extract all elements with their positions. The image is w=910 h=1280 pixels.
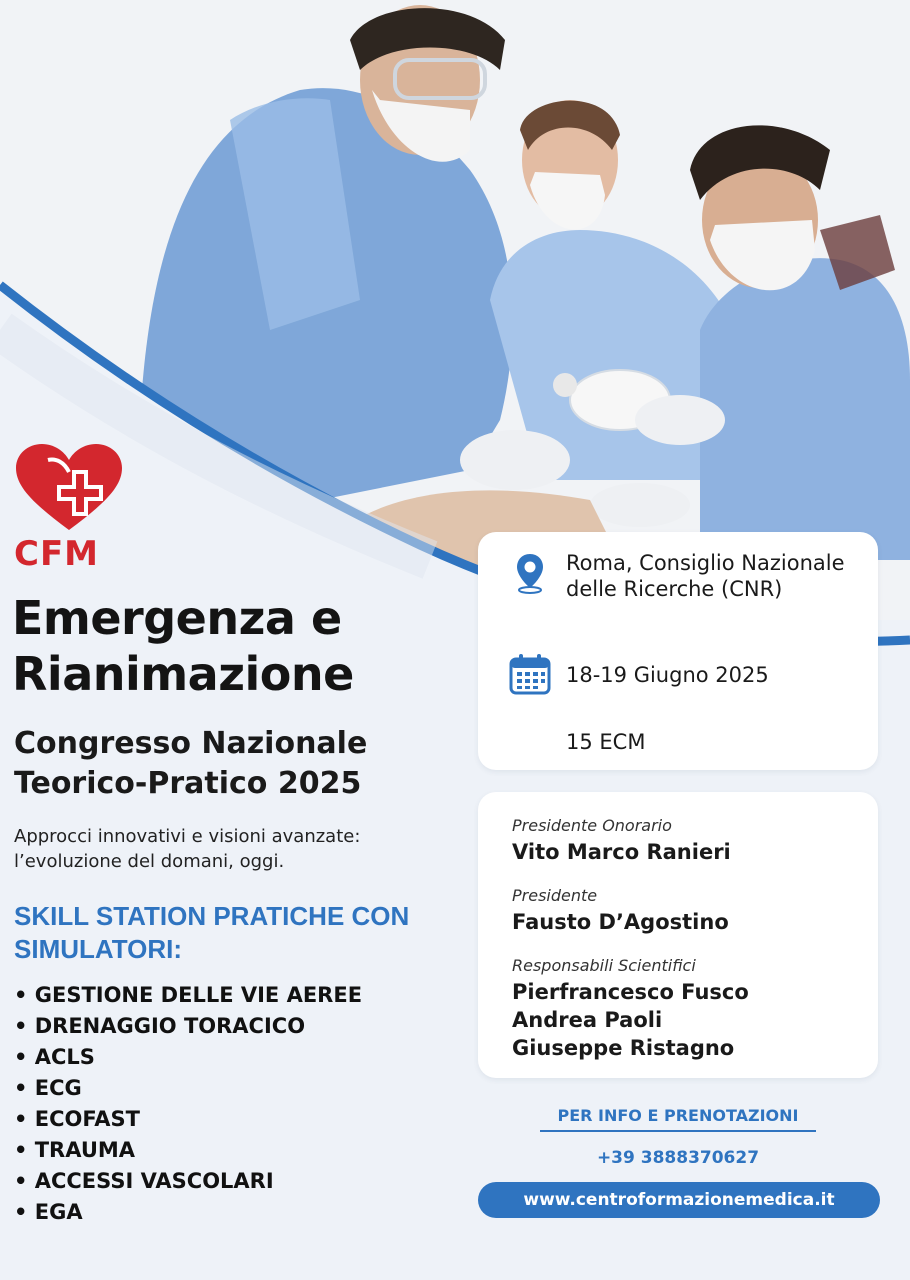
president-role: Presidente xyxy=(512,886,598,905)
subtitle-line2 xyxy=(14,764,484,804)
skill-station-title: SKILL STATION PRATICHE CON SIMULATORI: xyxy=(14,901,410,964)
scientific-name-3: Giuseppe Ristagno xyxy=(512,1036,735,1060)
scientific-name-1: Pierfrancesco Fusco xyxy=(512,980,749,1004)
date-text: 18-19 Giugno 2025 xyxy=(566,663,769,687)
committee-card xyxy=(478,792,878,1078)
location-row xyxy=(508,550,866,602)
subtitle-year: 2025 xyxy=(277,766,362,801)
list-item: • DRENAGGIO TORACICO xyxy=(14,1011,454,1042)
tagline: Approcci innovativi e visioni avanzate: l’evoluzione del domani, oggi. xyxy=(14,826,361,872)
scientific-name-2: Andrea Paoli xyxy=(512,1008,663,1032)
honorary-president-name: Vito Marco Ranieri xyxy=(512,840,731,864)
map-pin-icon xyxy=(508,550,552,594)
info-booking-label: PER INFO E PRENOTAZIONI xyxy=(540,1106,816,1132)
subtitle-line2-text: Teorico-Pratico xyxy=(14,766,278,801)
location-text: Roma, Consiglio Nazionale delle Ricerche (CNR) xyxy=(566,551,845,601)
list-item: • ECG xyxy=(14,1073,454,1104)
date-row xyxy=(508,652,769,696)
logo-text: CFM xyxy=(14,534,100,574)
event-info-card xyxy=(478,532,878,770)
page-title: Emergenza e Rianimazione xyxy=(12,591,354,701)
calendar-icon xyxy=(508,652,552,696)
list-item: • GESTIONE DELLE VIE AEREE xyxy=(14,980,454,1011)
list-item: • ACLS xyxy=(14,1042,454,1073)
phone-number[interactable]: +39 3888370627 xyxy=(596,1148,760,1168)
list-item: • ECOFAST xyxy=(14,1104,454,1135)
skill-station-list xyxy=(14,980,454,1228)
list-item: • EGA xyxy=(14,1197,454,1228)
ecm-credits: 15 ECM xyxy=(566,730,646,754)
subtitle xyxy=(14,724,484,804)
honorary-president-role: Presidente Onorario xyxy=(512,816,672,835)
list-item: • TRAUMA xyxy=(14,1135,454,1166)
subtitle-line1: Congresso Nazionale xyxy=(14,726,368,761)
scientific-role: Responsabili Scientifici xyxy=(512,956,696,975)
cfm-heart-logo-icon xyxy=(14,442,124,537)
list-item: • ACCESSI VASCOLARI xyxy=(14,1166,454,1197)
president-name: Fausto D’Agostino xyxy=(512,910,729,934)
website-link[interactable]: www.centroformazionemedica.it xyxy=(478,1182,880,1218)
